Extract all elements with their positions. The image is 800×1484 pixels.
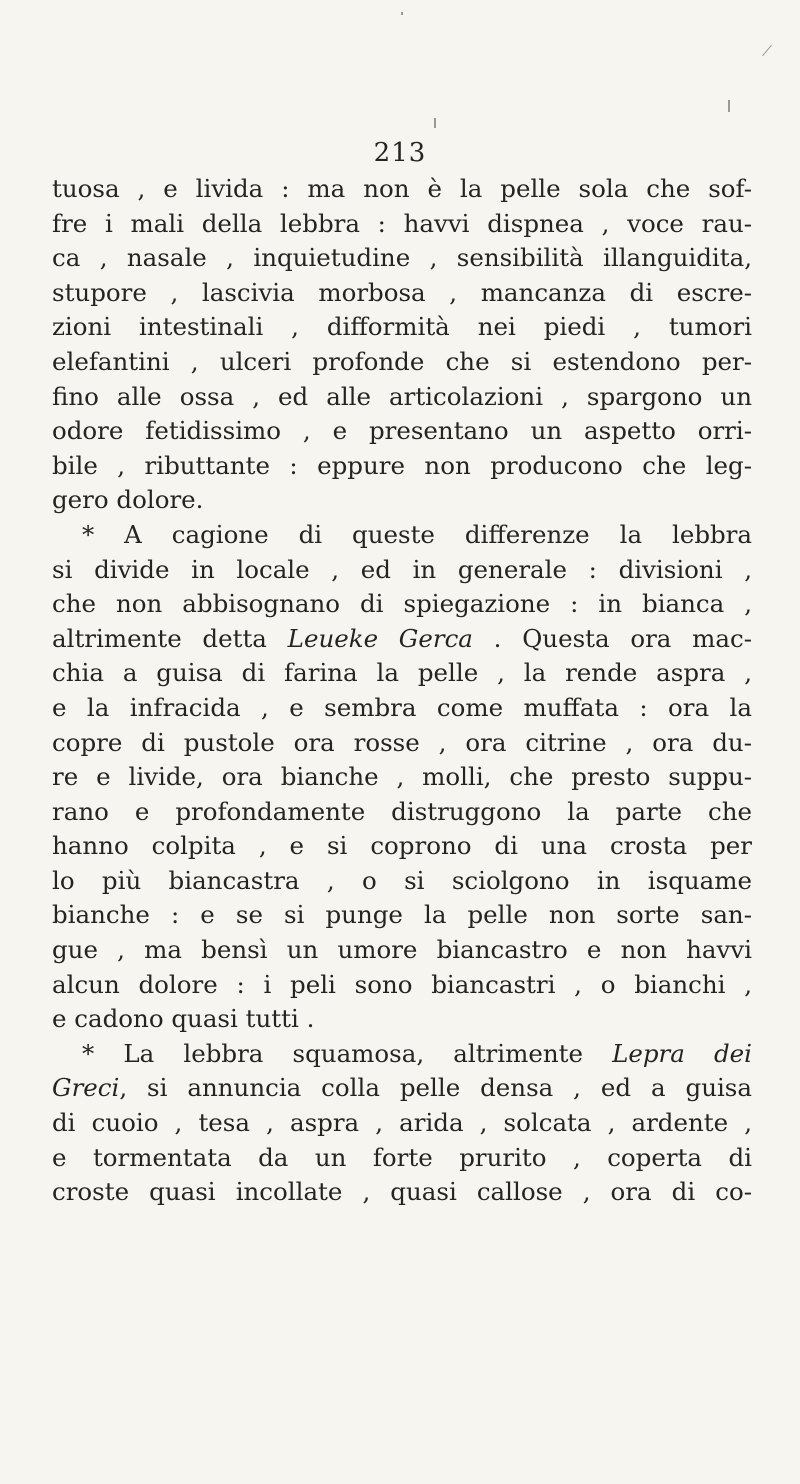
- text-segment: e la infracida , e sembra come muffata : ora la: [52, 692, 752, 722]
- text-line: [52, 414, 752, 449]
- text-segment: lo più biancastra , o si sciolgono in isquame: [52, 865, 752, 895]
- text-line: [52, 207, 752, 242]
- text-segment: , si annuncia colla pelle densa , ed a guisa: [119, 1073, 752, 1103]
- scan-speck: [762, 45, 772, 56]
- text-segment: Greci: [52, 1073, 120, 1103]
- scan-speck: [434, 118, 436, 128]
- text-segment: chia a guisa di farina la pelle , la rende aspra ,: [52, 658, 752, 688]
- scan-speck: [728, 100, 730, 112]
- text-segment: Leueke Gerca: [287, 623, 473, 653]
- text-segment: bile , ributtante : eppure non producono che leg-: [52, 450, 752, 480]
- text-line: [52, 968, 752, 1003]
- text-line: [52, 829, 752, 864]
- text-line: [52, 795, 752, 830]
- text-segment: * La lebbra squamosa, altrimente: [82, 1038, 613, 1068]
- text-line: [52, 622, 752, 657]
- text-segment: gero dolore.: [52, 485, 204, 515]
- text-line: [52, 898, 752, 933]
- text-line: [52, 726, 752, 761]
- text-segment: ca , nasale , inquietudine , sensibilità illanguidita,: [52, 243, 752, 273]
- text-segment: di cuoio , tesa , aspra , arida , solcata , ardente ,: [52, 1108, 752, 1138]
- text-line: [52, 656, 752, 691]
- page-number: 213: [373, 138, 427, 168]
- text-segment: stupore , lascivia morbosa , mancanza di escre-: [52, 277, 752, 307]
- text-line: [52, 933, 752, 968]
- text-segment: Lepra dei: [612, 1038, 752, 1068]
- text-segment: hanno colpita , e si coprono di una crosta per: [52, 831, 752, 861]
- text-segment: fre i mali della lebbra : havvi dispnea , voce rau-: [52, 208, 752, 238]
- text-line: [52, 345, 752, 380]
- text-segment: odore fetidissimo , e presentano un aspetto orri-: [52, 416, 752, 446]
- text-segment: tuosa , e livida : ma non è la pelle sola che sof-: [52, 174, 752, 203]
- text-segment: alcun dolore : i peli sono biancastri , o bianchi ,: [52, 969, 752, 999]
- text-line: [52, 760, 752, 795]
- text-line: [52, 1002, 752, 1037]
- text-line: [52, 1037, 752, 1072]
- text-line: [52, 553, 752, 588]
- text-segment: e tormentata da un forte prurito , coperta di: [52, 1142, 752, 1172]
- text-line: [52, 380, 752, 415]
- text-line: [52, 449, 752, 484]
- text-segment: gue , ma bensì un umore biancastro e non havvi: [52, 935, 752, 965]
- text-line: [52, 1106, 752, 1141]
- text-segment: altrimente detta: [52, 623, 288, 653]
- scan-speck: [401, 12, 403, 15]
- text-line: [52, 1175, 752, 1210]
- text-segment: fino alle ossa , ed alle articolazioni , spargono un: [52, 381, 752, 411]
- text-line: [52, 587, 752, 622]
- text-segment: copre di pustole ora rosse , ora citrine , ora du-: [52, 727, 752, 757]
- body-text: [52, 172, 752, 1210]
- text-segment: elefantini , ulceri profonde che si estendono per-: [52, 346, 752, 376]
- text-line: [52, 518, 752, 553]
- text-line: [52, 310, 752, 345]
- text-line: [52, 691, 752, 726]
- text-segment: . Questa ora mac-: [472, 623, 752, 653]
- text-line: [52, 483, 752, 518]
- text-line: [52, 1141, 752, 1176]
- text-segment: e cadono quasi tutti .: [52, 1004, 315, 1034]
- text-segment: * A cagione di queste differenze la lebbra: [82, 519, 752, 549]
- text-segment: rano e profondamente distruggono la parte che: [52, 796, 752, 826]
- text-line: [52, 1071, 752, 1106]
- text-segment: si divide in locale , ed in generale : divisioni ,: [52, 554, 752, 584]
- text-line: [52, 241, 752, 276]
- text-segment: zioni intestinali , difformità nei piedi , tumori: [52, 312, 752, 342]
- text-segment: croste quasi incollate , quasi callose , ora di co-: [52, 1177, 752, 1207]
- text-segment: re e livide, ora bianche , molli, che presto suppu-: [52, 762, 752, 792]
- text-line: [52, 172, 752, 207]
- text-line: [52, 864, 752, 899]
- text-segment: bianche : e se si punge la pelle non sorte san-: [52, 900, 752, 930]
- text-segment: che non abbisognano di spiegazione : in bianca ,: [52, 589, 752, 619]
- text-line: [52, 276, 752, 311]
